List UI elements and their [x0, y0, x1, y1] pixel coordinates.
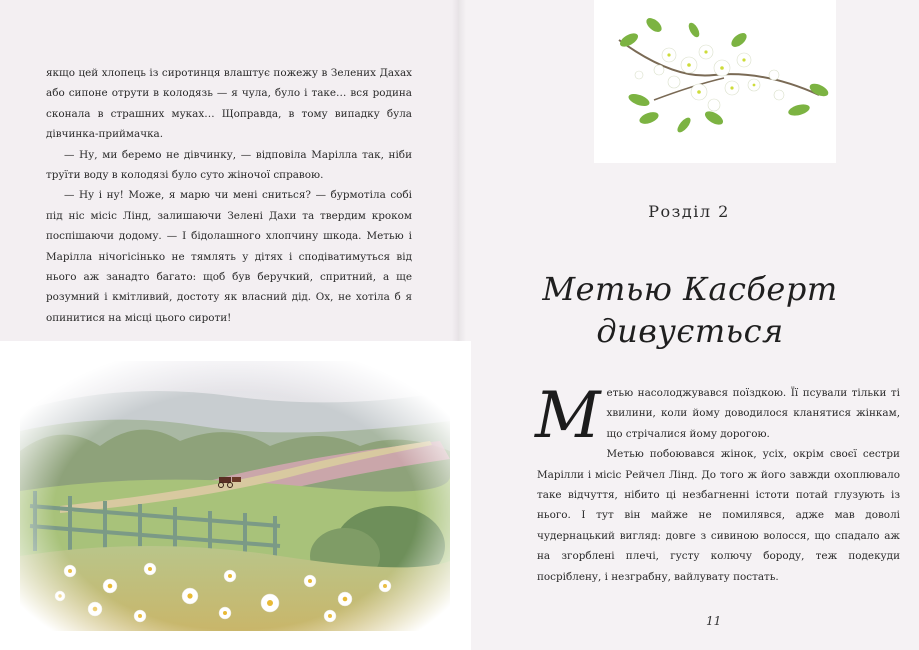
- left-page-text: [46, 63, 412, 328]
- chapter-title-line-1: Метью Касберт: [542, 270, 838, 308]
- page-number: 11: [706, 614, 722, 628]
- right-paragraph-1-text: етью насолоджувався поїздкою. Її псували тільки ті хвилини, коли йому доводилося кланятися жінкам, що стрічалися йому дорогою.: [606, 387, 900, 440]
- right-page-text: [535, 379, 900, 587]
- chapter-title: [470, 268, 910, 352]
- right-paragraph-1: [535, 379, 900, 453]
- left-paragraph-1: якщо цей хлопець із сиротинця влаштує пожежу в Зелених Дахах або сипоне отрути в колодязь — я чула, було і таке… вся родина сконала в страшних муках… Щоправда, в тому випадку була дівчинка-приймачка.: [46, 67, 412, 141]
- apple-blossom-svg: [594, 0, 836, 163]
- right-paragraph-2: Метью побоювався жінок, усіх, окрім своєї сестри Марілли і місіс Рейчел Лінд. До того ж його завжди охоплювало таке відчуття, нібито ці незбагненні істоти потай глузують із нього. І тут він майже не помилявся, адже мав доволі чудернацький вигляд: довге з сивиною волосся, що спадало аж на згорблені плечі, густу колючу бороду, теж подекуди посріблену, і незграбну, вайлувату постать.: [537, 448, 900, 583]
- chapter-title-line-2: дивується: [596, 312, 784, 350]
- drop-cap: М: [535, 379, 601, 453]
- left-paragraph-2: — Ну, ми беремо не дівчинку, — відповіла Марілла так, ніби труїти воду в колодязі було суто жіночої справою.: [46, 148, 412, 182]
- meadow-landscape-illustration: [0, 341, 471, 650]
- left-paragraph-3: — Ну і ну! Може, я марю чи мені сниться? — бурмотіла собі під ніс місіс Лінд, залишаючи Зелені Дахи та твердим кроком поспішаючи додому. — І бідолашного хлопчину шкода. Метью і Марілла нічогісінько не тямлять у дітях і сподіватимуться від нього аж занадто багато: щоб був беручкий, спритний, а ще розумний і кмітливий, достоту як власний дід. Ох, не хотіла б я опинитися на місці цього сироти!: [46, 189, 412, 324]
- chapter-label: Розділ 2: [648, 202, 730, 221]
- meadow-landscape-svg: [0, 341, 471, 650]
- apple-blossom-illustration: [594, 0, 836, 163]
